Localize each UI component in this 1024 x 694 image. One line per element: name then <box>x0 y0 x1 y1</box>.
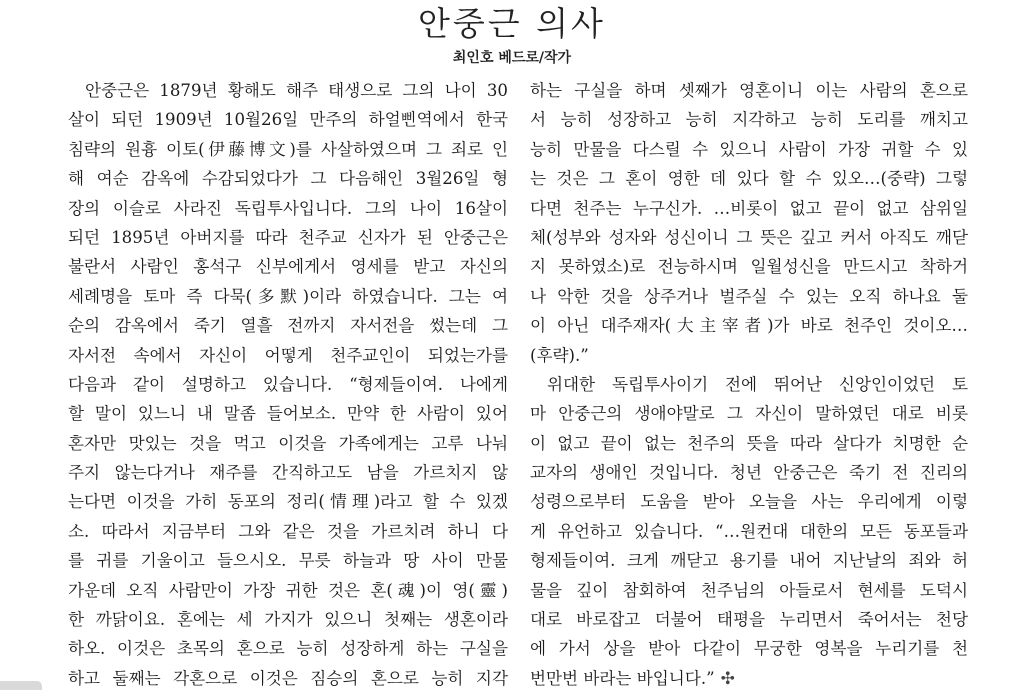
paragraph-line: 가운데 오직 사람만이 가장 귀한 것은 혼(魂)이 영(靈) <box>68 580 508 600</box>
paragraph-line: 대로 바로잡고 더불어 태평을 누리면서 죽어서는 천당 <box>530 610 968 630</box>
paragraph-line: 능히 만물을 다스릴 수 있으니 사람이 가장 귀할 수 있 <box>530 139 968 159</box>
paragraph-line: 장의 이슬로 사라진 독립투사입니다. 그의 나이 16살이 <box>68 198 508 218</box>
paragraph-line: (후략).” <box>530 345 589 365</box>
paragraph-line: 위대한 독립투사이기 전에 뛰어난 신앙인이었던 토 <box>547 374 968 394</box>
paragraph-line: 하오. 이것은 초목의 혼으로 능히 성장하게 하는 구실을 <box>68 639 508 659</box>
paragraph-line: 는다면 이것을 가히 동포의 정리(情理)라고 할 수 있겠 <box>68 492 508 512</box>
paragraph-line: 나 악한 것을 상주거나 벌주실 수 있는 오직 하나요 둘 <box>530 286 968 306</box>
paragraph-line: 자서전 속에서 자신이 어떻게 천주교인이 되었는가를 <box>68 345 508 365</box>
paragraph-line: 순의 감옥에서 죽기 열흘 전까지 자서전을 썼는데 그 <box>68 316 508 336</box>
paragraph-line: 형제들이여. 크게 깨닫고 용기를 내어 지난날의 죄와 허 <box>530 551 968 571</box>
paragraph-line: 불란서 사람인 홍석구 신부에게서 영세를 받고 자신의 <box>68 257 508 277</box>
paragraph-line: 체(성부와 성자와 성신이니 그 뜻은 깊고 커서 아직도 깨닫 <box>530 227 968 247</box>
paragraph-line: 마 안중근의 생애야말로 그 자신이 말하였던 대로 비롯 <box>530 404 968 424</box>
paragraph-line: 지 못하였소)로 전능하시며 일월성신을 만드시고 착하거 <box>530 257 968 277</box>
paragraph-line: 성령으로부터 도움을 받아 오늘을 사는 우리에게 이렇 <box>530 492 968 512</box>
end-mark-icon: ✣ <box>720 668 735 689</box>
paragraph-line: 하는 구실을 하며 셋째가 영혼이니 이는 사람의 혼으로 <box>530 81 968 100</box>
paragraph-line: 침략의 원흉 이토(伊藤博文)를 사살하였으며 그 죄로 인 <box>68 139 508 159</box>
paragraph-line: 이 아닌 대주재자(大主宰者)가 바로 천주인 것이오… <box>530 316 968 336</box>
article-title: 안중근 의사 <box>418 4 606 43</box>
corner-tab <box>0 681 42 690</box>
paragraph-line: 혼자만 맛있는 것을 먹고 이것을 가족에게는 고루 나눠 <box>68 433 508 453</box>
paragraph-line: 주지 않는다거나 재주를 간직하고도 남을 가르치지 않 <box>68 463 508 483</box>
paragraph-line: 소. 따라서 지금부터 그와 같은 것을 가르치려 하니 다 <box>68 521 508 541</box>
left-text-column <box>68 76 508 693</box>
paragraph-line: 할 말이 있느니 내 말좀 들어보소. 만약 한 사람이 있어 <box>68 404 508 424</box>
paragraph-line: 에 가서 상을 받아 다같이 무궁한 영복을 누리기를 천 <box>530 639 968 659</box>
paragraph-line: 이 없고 끝이 없는 천주의 뜻을 따라 살다가 치명한 순 <box>530 433 968 453</box>
paragraph-line: 교자의 생애인 것입니다. 청년 안중근은 죽기 전 진리의 <box>530 463 968 483</box>
paragraph-line: 를 귀를 기울이고 들으시오. 무릇 하늘과 땅 사이 만물 <box>68 551 508 571</box>
paragraph-line: 살이 되던 1909년 10월26일 만주의 하얼삔역에서 한국 <box>68 110 508 130</box>
paragraph-line: 하고 둘째는 각혼으로 이것은 짐승의 혼으로 능히 지각 <box>68 668 508 688</box>
author-byline: 최인호 베드로/작가 <box>452 50 572 66</box>
paragraph-line: 서 능히 성장하고 능히 지각하고 능히 도리를 깨치고 <box>530 110 968 130</box>
paragraph-line: 한 까닭이요. 혼에는 세 가지가 있으니 첫째는 생혼이라 <box>68 610 508 630</box>
paragraph-line-text: 번만번 바라는 바입니다.” <box>530 668 715 688</box>
paragraph-line: 물을 깊이 참회하여 천주님의 아들로서 현세를 도덕시 <box>530 580 968 600</box>
paragraph-line: 세례명을 토마 즉 다묵(多默)이라 하였습니다. 그는 여 <box>68 286 508 306</box>
paragraph-line: 다면 천주는 누구신가. …비롯이 없고 끝이 없고 삼위일 <box>530 198 968 218</box>
right-text-column <box>530 76 968 693</box>
paragraph-last-line <box>530 664 968 693</box>
paragraph-line: 해 여순 감옥에 수감되었다가 그 다음해인 3월26일 형 <box>68 169 508 189</box>
paragraph-line: 게 유언하고 있습니다. “…원컨대 대한의 모든 동포들과 <box>530 521 968 541</box>
paragraph-line: 안중근은 1879년 황해도 해주 태생으로 그의 나이 30 <box>85 81 508 100</box>
paragraph-line: 되던 1895년 아버지를 따라 천주교 신자가 된 안중근은 <box>68 227 508 247</box>
paragraph-line: 다음과 같이 설명하고 있습니다. “형제들이여. 나에게 <box>68 374 508 394</box>
paragraph-line: 는 것은 그 혼이 영한 데 있다 할 수 있오…(중략) 그렇 <box>530 169 968 189</box>
